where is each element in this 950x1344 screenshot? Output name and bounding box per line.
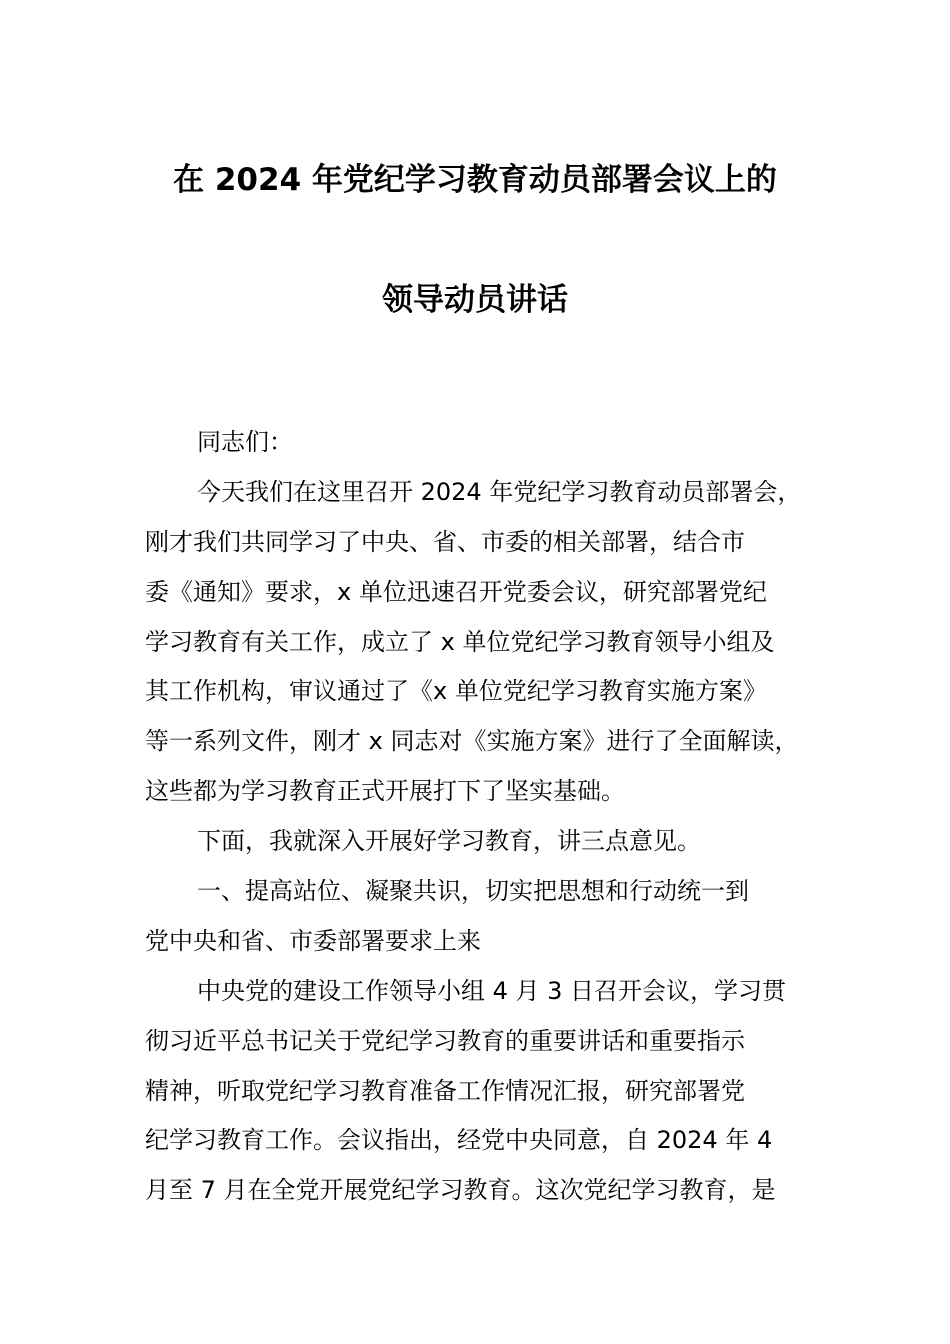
paragraph-line: 今天我们在这里召开 2024 年党纪学习教育动员部署会， — [197, 477, 802, 506]
paragraph-line: 委《通知》要求，x 单位迅速召开党委会议，研究部署党纪 — [145, 577, 767, 606]
paragraph-line: 刚才我们共同学习了中央、省、市委的相关部署，结合市 — [145, 527, 745, 556]
salutation: 同志们： — [197, 428, 293, 456]
paragraph-line: 下面，我就深入开展好学习教育，讲三点意见。 — [197, 827, 701, 856]
paragraph-line: 精神，听取党纪学习教育准备工作情况汇报，研究部署党 — [145, 1076, 745, 1105]
paragraph-line: 等一系列文件，刚才 x 同志对《实施方案》进行了全面解读， — [145, 727, 799, 756]
paragraph-line: 其工作机构，审议通过了《x 单位党纪学习教育实施方案》 — [145, 677, 767, 706]
document-body — [145, 418, 815, 1216]
paragraph-line: 中央党的建设工作领导小组 4 月 3 日召开会议，学习贯 — [197, 976, 787, 1005]
paragraph-line: 月至 7 月在全党开展党纪学习教育。这次党纪学习教育，是 — [145, 1176, 776, 1205]
paragraph-line: 彻习近平总书记关于党纪学习教育的重要讲话和重要指示 — [145, 1026, 745, 1055]
section-heading-line: 一、提高站位、凝聚共识，切实把思想和行动统一到 — [197, 877, 749, 906]
section-heading-line: 党中央和省、市委部署要求上来 — [145, 926, 481, 955]
paragraph-line: 学习教育有关工作，成立了 x 单位党纪学习教育领导小组及 — [145, 627, 775, 656]
paragraph-line: 纪学习教育工作。会议指出，经党中央同意，自 2024 年 4 — [145, 1126, 773, 1155]
document-title-line-1: 在 2024 年党纪学习教育动员部署会议上的 — [173, 162, 777, 198]
document-title-line-2: 领导动员讲话 — [382, 282, 568, 318]
paragraph-line: 这些都为学习教育正式开展打下了坚实基础。 — [145, 777, 625, 806]
